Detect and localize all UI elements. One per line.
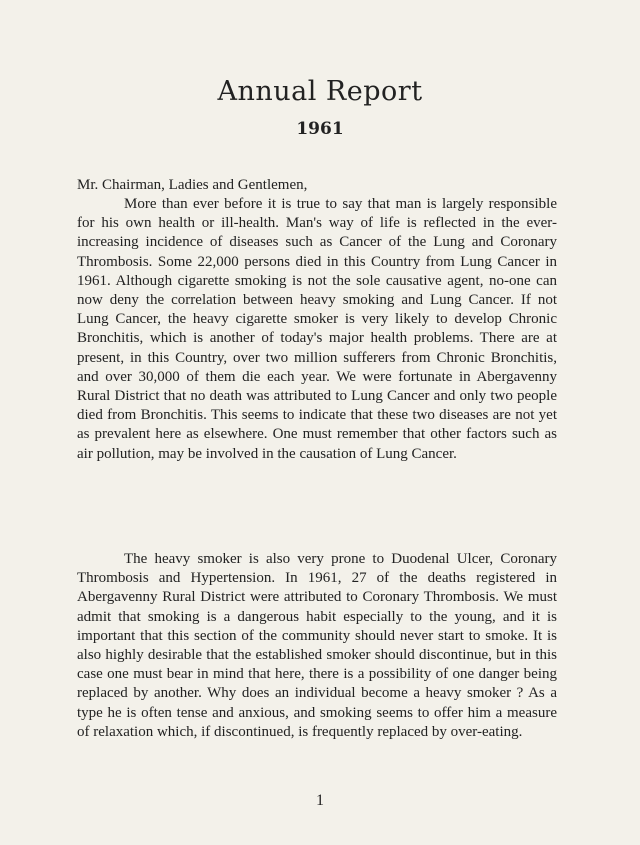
paragraph-smoking-lung-cancer: More than ever before it is true to say that man is largely responsible for his own health or ill-health. Man's way of life is reflected in the ever-increasing incidence of diseases such as Cancer of the Lung and Coronary Thrombosis. Some 22,000 persons died in this Country from Lung Cancer in 1961. Although cigarette smoking is not the sole causative agent, no-one can now deny the correlation between heavy smoking and Lung Cancer. If not Lung Cancer, the heavy cigarette smoker is very likely to develop Chronic Bronchitis, which is another of today's major health problems. There are at present, in this Country, over two million sufferers from Chronic Bronchitis, and over 30,000 of them die each year. We were fortunate in Abergavenny Rural District that no death was attributed to Lung Cancer and only two people died from Bronchitis. This seems to indicate that these two diseases are not yet as prevalent here as elsewhere. One must remember that other factors such as air pollution, may be involved in the causation of Lung Cancer.	[77, 196, 557, 462]
report-year: 1961	[296, 119, 344, 139]
page-number: 1	[316, 792, 324, 809]
page-title: Annual Report	[217, 76, 423, 107]
paragraph-heavy-smoker: The heavy smoker is also very prone to Duodenal Ulcer, Coronary Thrombosis and Hypertension. In 1961, 27 of the deaths registered in Abergavenny Rural District were attributed to Coronary Thrombosis. We must admit that smoking is a dangerous habit especially to the young, and it is important that this section of the community should never start to smoke. It is also highly desirable that the established smoker should discontinue, but in this case one must bear in mind that here, there is a possibility of one danger being replaced by another. Why does an individual become a heavy smoker ? As a type he is often tense and anxious, and smoking seems to offer him a measure of relaxation which, if discontinued, is frequently replaced by over-eating.	[77, 551, 557, 740]
salutation: Mr. Chairman, Ladies and Gentlemen,	[77, 177, 308, 193]
